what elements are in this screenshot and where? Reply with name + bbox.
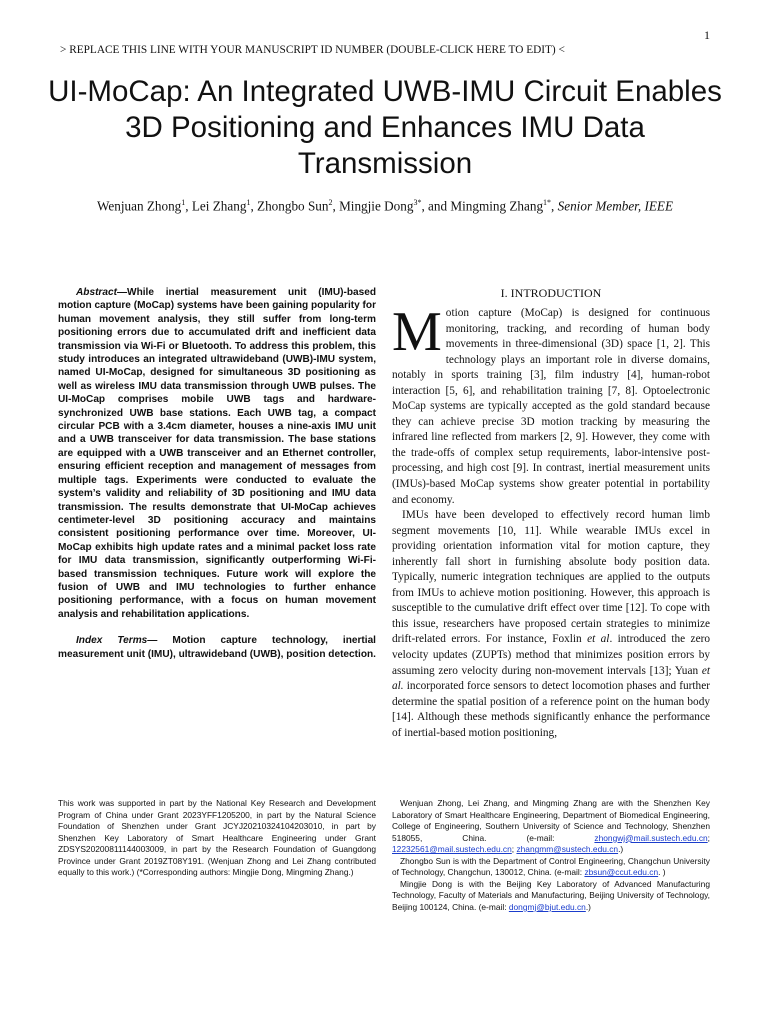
- separator: ;: [511, 844, 517, 855]
- affiliation-end: .): [618, 844, 624, 855]
- index-terms: [58, 634, 376, 661]
- abstract-lead: Abstract—: [76, 287, 128, 298]
- affiliation-marker: 1: [181, 198, 186, 207]
- email-link[interactable]: dongmj@bjut.edu.cn: [508, 901, 586, 912]
- left-column: [58, 286, 376, 661]
- affiliation-text: Zhongbo Sun is with the Department of Control Engineering, Changchun University of Technology, Changchun, 130012, China. (e-mail:: [392, 855, 710, 878]
- affiliation-marker: 1: [246, 198, 251, 207]
- page-number: 1: [704, 28, 710, 42]
- email-link[interactable]: zbsun@ccut.edu.cn: [584, 867, 659, 878]
- email-link[interactable]: 12232561@mail.sustech.edu.cn: [392, 844, 512, 855]
- manuscript-id-placeholder[interactable]: > REPLACE THIS LINE WITH YOUR MANUSCRIPT ID NUMBER (DOUBLE-CLICK HERE TO EDIT) <: [60, 44, 565, 56]
- author-separator: ,: [551, 198, 558, 214]
- right-column: [392, 286, 710, 741]
- affiliation-paragraph: [392, 856, 710, 879]
- email-link[interactable]: zhangmm@sustech.edu.cn: [516, 844, 619, 855]
- paper-title: UI-MoCap: An Integrated UWB-IMU Circuit Enables 3D Positioning and Enhances IMU Data Transmission: [48, 75, 722, 180]
- intro-paragraph-1: [392, 301, 710, 508]
- drop-cap: M: [392, 301, 442, 363]
- intro-paragraph-2: [392, 508, 710, 741]
- section-heading-introduction: I. INTRODUCTION: [500, 286, 602, 300]
- affiliation-paragraph: [392, 879, 710, 914]
- author-name: , and Mingming Zhang: [421, 198, 544, 214]
- affiliation-text: Mingjie Dong is with the Beijing Key Laboratory of Advanced Manufacturing Technology, Faculty of Materials and Manufacturing, Beijing University of Technology, Beijing 100124, China. (e-mail:: [392, 878, 710, 912]
- intro-text-segment: . introduced the zero velocity updates (ZUPTs) method that minimizes position errors by assuming zero velocity during non-movement intervals [13]; Yuan: [392, 633, 710, 677]
- affiliation-end: . ): [658, 867, 666, 878]
- intro-text-segment: incorporated force sensors to detect locomotion phases and further determine the spatial position of a reference point on the human body [14]. Although these methods significantly enhance the performance of inertial-based motion positioning,: [392, 680, 710, 739]
- affiliation-marker: 3*: [413, 198, 422, 207]
- abstract-text: While inertial measurement unit (IMU)-based motion capture (MoCap) systems have been gaining popularity for human movement analysis, they still suffer from long-term positioning errors due to accumulated drift and inefficient data transmission via Wi-Fi or Bluetooth. To address this problem, this study introduces an integrated ultrawideband (UWB)-IMU system, named UI-MoCap, designed for simultaneous 3D positioning as well as wireless IMU data transmission through UWB pulses. The UI-MoCap comprises mobile UWB tags and hardware-synchronized UWB base stations. Each UWB tag, a compact circular PCB with a 3.4cm diameter, houses a nine-axis IMU unit and a UWB transceiver for data transmission. The base stations are equipped with a UWB transceiver and an Ethernet controller, ensuring efficient reception and management of messages from multiple tags. Experiments were conducted to evaluate the system’s validity and reliability of 3D positioning and IMU data transmission. The results demonstrate that UI-MoCap achieves centimeter-level 3D positioning accuracy and maintains consistent positioning performance over time. Moreover, UI-MoCap exhibits high update rates and a minimal packet loss rate for IMU data transmission, significantly outperforming Wi-Fi-based transmission techniques. Future work will explore the fusion of UWB and IMU technologies to further enhance positioning performance, with a focus on human movement analysis and rehabilitation applications.: [58, 287, 376, 620]
- intro-paragraph-1-text: otion capture (MoCap) is designed for continuous monitoring, tracking, and recording of human body movements in three-dimensional (3D) space [1, 2]. This technology plays an important role in diverse domains, notably in sports training [3], film industry [4], human-robot interaction [5, 6], and rehabilitation training [7, 8]. Optoelectronic MoCap systems are typically accepted as the gold standard because they can achieve precise 3D motion tracking by measuring the infrared line reflected from markers [2, 9]. However, they come with the trade-offs of complex setup requirements, labor-intensive post-processing, and high cost [9]. In contrast, inertial measurement units (IMUs)-based MoCap systems show greater potential in portability and economy.: [392, 307, 710, 506]
- affiliation-footnote: [392, 798, 710, 913]
- author-list: [40, 198, 730, 214]
- separator: ;: [707, 832, 710, 843]
- intro-text-segment: IMUs have been developed to effectively record human limb segment movements [10, 11]. While wearable IMUs excel in providing orientation information vital for motion capture, they inherently fall short in furnishing absolute body position data. Typically, numeric integration techniques are applied to the outputs from IMUs to achieve motion positioning. However, this approach is susceptible to the cumulative drift effect over time [12]. To cope with this issue, researchers have proposed certain strategies to minimize drift-related errors. For instance, Foxlin: [392, 509, 710, 646]
- author-name: , Mingjie Dong: [332, 198, 414, 214]
- index-terms-text: Motion capture technology, inertial measurement unit (IMU), ultrawideband (UWB), position detection.: [58, 635, 376, 660]
- abstract: [58, 286, 376, 621]
- et-al-italic: et al: [587, 633, 610, 646]
- affiliation-end: .): [585, 901, 591, 912]
- affiliation-marker: 2: [328, 198, 333, 207]
- author-name: , Lei Zhang: [185, 198, 247, 214]
- funding-footnote: This work was supported in part by the National Key Research and Development Program of China under Grant 2023YFF1205200, in part by the Natural Science Foundation of Shenzhen under Grant JCYJ20210324104203010, in part by Shenzhen Key Laboratory of Smart Healthcare Engineering under Grant ZDSYS20200811144003009, in part by the Research Foundation of Guangdong Province under Grant 2019ZT08Y191. (Wenjuan Zhong and Lei Zhang contributed equally to this work.) (*Corresponding authors: Mingjie Dong, Mingming Zhang.): [58, 798, 376, 878]
- affiliation-paragraph: [392, 798, 710, 856]
- author-name: Wenjuan Zhong: [97, 198, 182, 214]
- affiliation-text: Wenjuan Zhong, Lei Zhang, and Mingming Zhang are with the Shenzhen Key Laboratory of Smart Healthcare Engineering, Department of Biomedical Engineering, College of Engineering, Southern University of Science and Technology, Shenzhen 518055, China. (e-mail:: [392, 798, 710, 843]
- et-al-italic: et al.: [392, 664, 710, 693]
- index-terms-lead: Index Terms—: [76, 635, 158, 647]
- email-link[interactable]: zhongwj@mail.sustech.edu.cn: [594, 832, 708, 843]
- author-name: , Zhongbo Sun: [250, 198, 329, 214]
- membership-grade: Senior Member, IEEE: [557, 198, 673, 214]
- affiliation-marker: 1*: [543, 198, 552, 207]
